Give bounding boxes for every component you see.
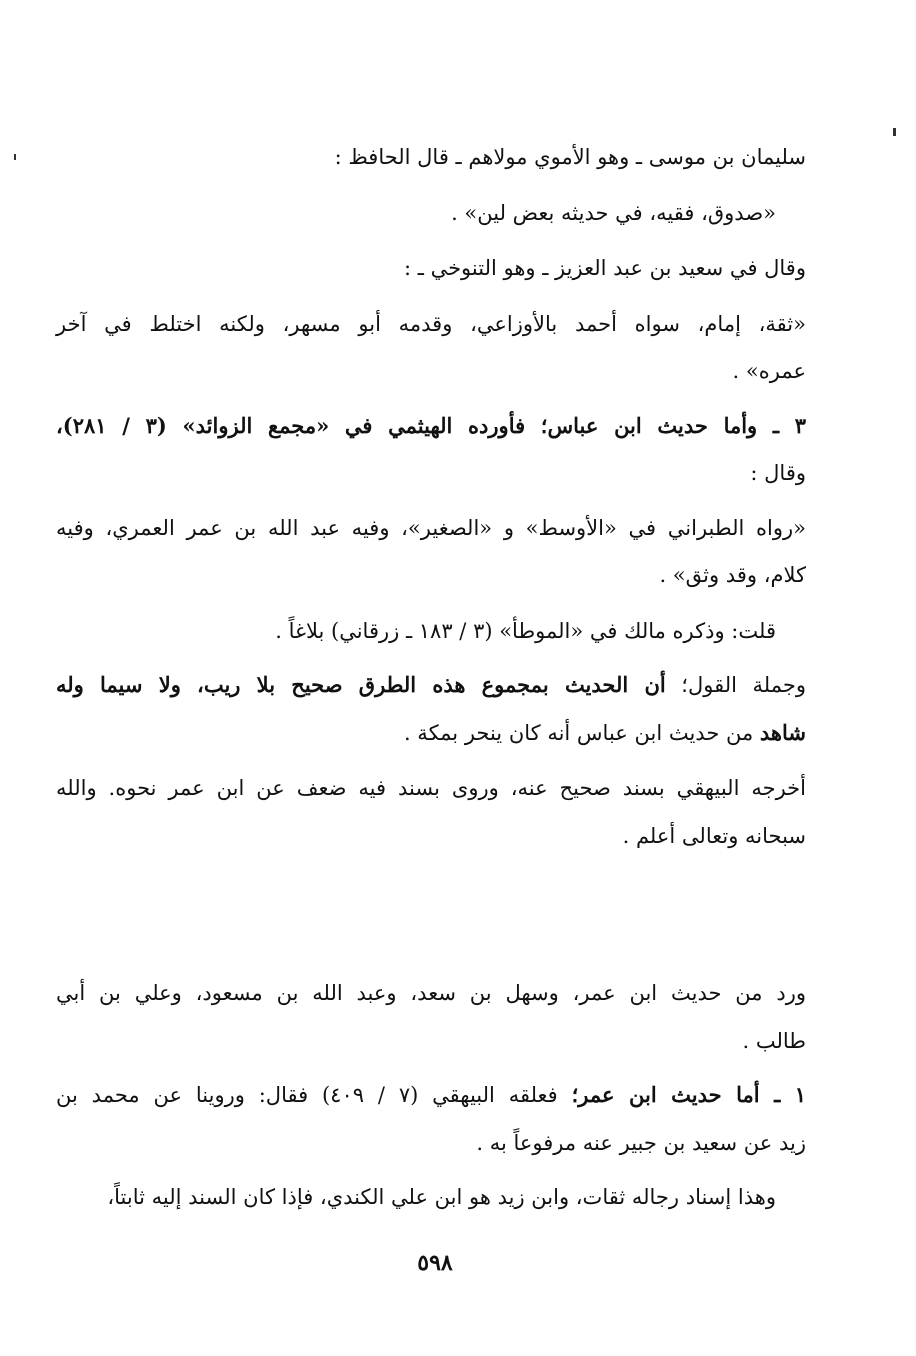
quote-line-2: «صدوق، فقيه، في حديثه بعض لين» . (451, 201, 776, 225)
text-line-14: سبحانه وتعالى أعلم . (622, 824, 806, 848)
summary-rest: من حديث ابن عباس أنه كان ينحر بمكة . (403, 721, 760, 745)
text-line-3: وقال في سعيد بن عبد العزيز ـ وهو التنوخي ـ : (403, 256, 806, 280)
scan-speck (893, 128, 896, 136)
section-1-lead: ١ ـ أما حديث ابن عمر؛ (571, 1082, 807, 1107)
summary-conclusion: أن الحديث بمجموع هذه الطرق صحيح بلا ريب، ولا سيما وله (56, 672, 666, 697)
quote-line-5: عمره» . (732, 359, 806, 383)
text-line-19: وهذا إسناد رجاله ثقات، وابن زيد هو ابن علي الكندي، فإذا كان السند إليه ثابتاً، (107, 1185, 776, 1209)
text-line-7: وقال : (750, 461, 806, 485)
section-1-line (56, 1080, 806, 1110)
page-number: ٥٩٨ (417, 1250, 453, 1276)
quote-line-9: كلام، وقد وثق» . (659, 563, 806, 587)
quote-line-8: «رواه الطبراني في «الأوسط» و «الصغير»، وفيه عبد الله بن عمر العمري، وفيه (56, 516, 806, 540)
text-line-1: سليمان بن موسى ـ وهو الأموي مولاهم ـ قال الحافظ : (334, 145, 806, 169)
text-line-16: طالب . (742, 1029, 806, 1053)
text-line-18: زيد عن سعيد بن جبير عنه مرفوعاً به . (476, 1131, 806, 1155)
scan-speck (14, 154, 16, 160)
summary-witness: شاهد (759, 720, 806, 745)
text-line-15: ورد من حديث ابن عمر، وسهل بن سعد، وعبد الله بن مسعود، وعلي بن أبي (56, 981, 806, 1005)
text-line-10: قلت: وذكره مالك في «الموطأ» (٣ / ١٨٣ ـ زرقاني) بلاغاً . (275, 619, 776, 643)
section-1-rest: فعلقه البيهقي (٧ / ٤٠٩) فقال: وروينا عن محمد بن (56, 1083, 572, 1107)
summary-lead: وجملة القول؛ (665, 673, 806, 697)
summary-line-12 (404, 718, 806, 748)
section-3-line: ٣ ـ وأما حديث ابن عباس؛ فأورده الهيثمي في «مجمع الزوائد» (٣ / ٢٨١)، (56, 413, 806, 438)
summary-line-11 (56, 670, 806, 700)
quote-line-4: «ثقة، إمام، سواه أحمد بالأوزاعي، وقدمه أبو مسهر، ولكنه اختلط في آخر (56, 312, 806, 336)
text-line-13: أخرجه البيهقي بسند صحيح عنه، وروى بسند فيه ضعف عن ابن عمر نحوه. والله (56, 776, 806, 800)
